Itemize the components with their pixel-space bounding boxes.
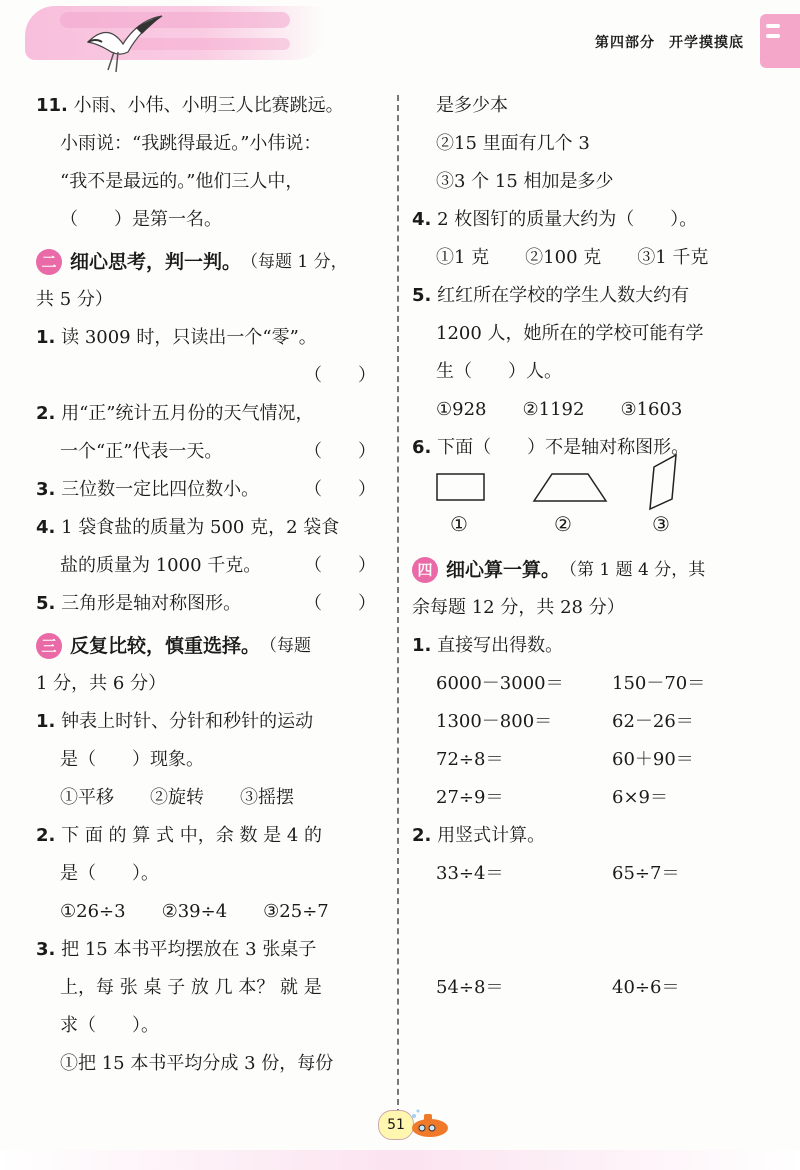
calc-expression[interactable]: 6×9＝ <box>612 787 668 808</box>
shape-label: ③ <box>652 512 670 536</box>
question-number: 5. <box>412 285 432 306</box>
calc-question-1 <box>412 627 762 665</box>
answer-blank[interactable]: （ ） <box>304 593 376 614</box>
page-header <box>0 0 800 80</box>
calc-expression[interactable]: 33÷4＝ <box>436 863 504 884</box>
calc-question-2 <box>412 817 762 855</box>
question-text: 2 枚图钉的质量大约为（ ）。 <box>437 209 698 230</box>
question-number: 11. <box>36 95 68 116</box>
choice-options[interactable]: ①928 ②1192 ③1603 <box>436 399 683 420</box>
calc-expression[interactable]: 27÷9＝ <box>436 787 504 808</box>
right-column <box>412 87 762 1007</box>
judge-item-4-cont <box>36 547 386 585</box>
bottom-decoration <box>0 1150 800 1170</box>
question-number: 3. <box>36 939 56 960</box>
question-text: 用“正”统计五月份的天气情况， <box>61 403 314 424</box>
choice-item-3-cont: 是多少本 <box>436 95 508 116</box>
calc-expression[interactable]: 40÷6＝ <box>612 977 680 998</box>
calc-expression[interactable]: 54÷8＝ <box>436 977 504 998</box>
answer-blank[interactable]: （ ） <box>304 441 376 462</box>
choice-options[interactable]: ①1 克 ②100 克 ③1 千克 <box>436 247 709 268</box>
seagull-icon <box>78 12 168 82</box>
rectangle-shape <box>436 473 486 503</box>
question-number: 1. <box>412 635 432 656</box>
shape-label: ② <box>554 512 572 536</box>
calc-expression[interactable]: 65÷7＝ <box>612 863 680 884</box>
section-3-heading <box>36 627 386 665</box>
calc-row <box>412 665 762 703</box>
shape-label: ① <box>450 512 468 536</box>
question-number: 5. <box>36 593 56 614</box>
section-badge: 四 <box>412 557 438 583</box>
choice-item-2-cont: 是（ ）。 <box>60 863 159 884</box>
question-11-line <box>36 87 386 125</box>
left-column <box>36 87 386 1083</box>
question-11-line: （ ）是第一名。 <box>60 209 222 230</box>
question-number: 2. <box>36 825 56 846</box>
calc-row <box>412 779 762 817</box>
choice-options[interactable]: ①26÷3 ②39÷4 ③25÷7 <box>60 901 329 922</box>
section-note: （每题 1 分， <box>241 252 348 272</box>
section-note: （第 1 题 4 分，其 <box>560 560 706 580</box>
question-number: 3. <box>36 479 56 500</box>
calc-row <box>412 969 762 1007</box>
trapezoid-shape <box>532 473 608 503</box>
question-text: 1 袋食盐的质量为 500 克，2 袋食 <box>61 517 340 538</box>
section-badge: 三 <box>36 633 62 659</box>
choice-item-5-cont: 生（ ）人。 <box>436 361 562 382</box>
choice-item-1 <box>36 703 386 741</box>
choice-item-3-cont: 求（ ）。 <box>60 1015 159 1036</box>
calc-expression[interactable]: 60＋90＝ <box>612 749 694 770</box>
question-text: 下面（ ）不是轴对称图形。 <box>437 437 690 458</box>
question-text: 小雨、小伟、小明三人比赛跳远。 <box>73 95 344 116</box>
section-note-cont: 1 分，共 6 分） <box>36 673 167 694</box>
section-note-cont: 共 5 分） <box>36 289 113 310</box>
judge-item-3 <box>36 471 386 509</box>
submarine-icon <box>408 1108 452 1142</box>
choice-item-3-cont: 上，每 张 桌 子 放 几 本？ 就 是 <box>60 977 322 998</box>
answer-blank[interactable]: （ ） <box>304 479 376 500</box>
question-number: 1. <box>36 711 56 732</box>
choice-item-3 <box>36 931 386 969</box>
choice-options[interactable]: ②15 里面有几个 3 <box>436 133 590 154</box>
judge-item-2-cont <box>36 433 386 471</box>
section-2-heading <box>36 243 386 281</box>
judge-item-1 <box>36 319 386 357</box>
question-text: 把 15 本书平均摆放在 3 张桌子 <box>61 939 317 960</box>
parallelogram-shape <box>648 453 678 511</box>
choice-item-4 <box>412 201 762 239</box>
calc-expression[interactable]: 1300－800＝ <box>436 711 553 732</box>
choice-item-1-cont: 是（ ）现象。 <box>60 749 204 770</box>
question-number: 1. <box>36 327 56 348</box>
question-text: 用竖式计算。 <box>437 825 546 846</box>
page-number: 51 <box>378 1110 414 1140</box>
choice-options[interactable]: ③3 个 15 相加是多少 <box>436 171 614 192</box>
question-number: 6. <box>412 437 432 458</box>
section-note-cont: 余每题 12 分，共 28 分） <box>412 597 625 618</box>
choice-item-6 <box>412 429 762 467</box>
judge-item-2 <box>36 395 386 433</box>
header-section: 开学摸摸底 <box>669 35 744 51</box>
header-title <box>595 32 758 52</box>
section-4-heading <box>412 551 762 589</box>
judge-item-1-answer <box>36 357 386 395</box>
section-title: 反复比较，慎重选择。 <box>70 635 261 657</box>
judge-item-4 <box>36 509 386 547</box>
question-number: 2. <box>36 403 56 424</box>
calc-expression[interactable]: 72÷8＝ <box>436 749 504 770</box>
calc-row <box>412 855 762 893</box>
question-text: 红红所在学校的学生人数大约有 <box>437 285 690 306</box>
answer-blank[interactable]: （ ） <box>304 555 376 576</box>
calc-row <box>412 741 762 779</box>
answer-blank[interactable]: （ ） <box>304 365 376 386</box>
calc-expression[interactable]: 150－70＝ <box>612 673 706 694</box>
choice-item-2 <box>36 817 386 855</box>
question-text: 一个“正”代表一天。 <box>60 441 223 462</box>
calc-row <box>412 703 762 741</box>
header-part: 第四部分 <box>595 35 655 51</box>
choice-options[interactable]: ①平移 ②旋转 ③摇摆 <box>60 787 294 808</box>
question-text: 盐的质量为 1000 千克。 <box>60 555 262 576</box>
section-title: 细心思考，判一判。 <box>70 251 242 273</box>
calc-expression[interactable]: 62－26＝ <box>612 711 694 732</box>
question-text: 三位数一定比四位数小。 <box>61 479 260 500</box>
question-text: 钟表上时针、分针和秒针的运动 <box>61 711 314 732</box>
question-number: 4. <box>36 517 56 538</box>
question-number: 2. <box>412 825 432 846</box>
question-number: 4. <box>412 209 432 230</box>
work-space[interactable] <box>412 893 762 969</box>
choice-options[interactable]: ①把 15 本书平均分成 3 份，每份 <box>60 1053 334 1074</box>
question-11-line: “我不是最远的。”他们三人中， <box>60 171 304 192</box>
choice-item-5 <box>412 277 762 315</box>
calc-expression[interactable]: 6000－3000＝ <box>436 673 564 694</box>
shape-figures <box>412 467 762 547</box>
question-text: 读 3009 时，只读出一个“零”。 <box>61 327 317 348</box>
judge-item-5 <box>36 585 386 623</box>
header-tab-decoration <box>760 14 800 68</box>
column-divider <box>397 95 399 1115</box>
choice-item-5-cont: 1200 人，她所在的学校可能有学 <box>436 323 704 344</box>
question-text: 直接写出得数。 <box>437 635 564 656</box>
question-11-line: 小雨说：“我跳得最近。”小伟说： <box>60 133 322 154</box>
section-title: 细心算一算。 <box>446 559 561 581</box>
section-badge: 二 <box>36 249 62 275</box>
question-text: 下 面 的 算 式 中，余 数 是 4 的 <box>61 825 323 846</box>
question-text: 三角形是轴对称图形。 <box>61 593 242 614</box>
section-note: （每题 <box>260 636 312 656</box>
